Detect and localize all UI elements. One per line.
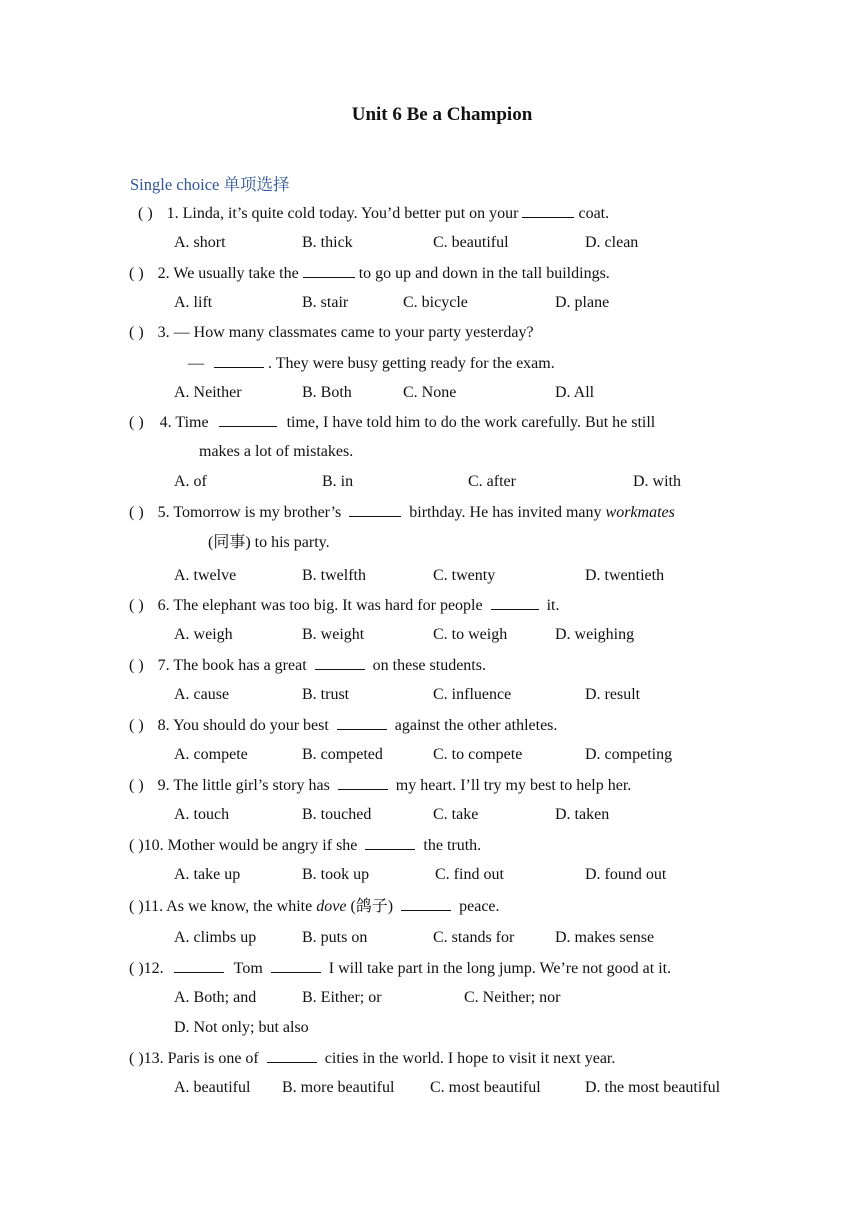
option-b[interactable]: B. in: [322, 473, 354, 490]
answer-paren[interactable]: ( ): [129, 504, 144, 521]
answer-paren[interactable]: ( ): [129, 265, 144, 282]
option-b[interactable]: B. thick: [302, 234, 353, 251]
answer-paren[interactable]: ( ): [129, 837, 144, 854]
question-11: ( )11. As we know, the white dove (鸽子) peace.: [129, 898, 500, 915]
option-b[interactable]: B. Either; or: [302, 989, 382, 1006]
option-c[interactable]: C. None: [403, 384, 457, 401]
answer-blank: [267, 1048, 317, 1063]
option-b[interactable]: B. took up: [302, 866, 370, 883]
option-b[interactable]: B. Both: [302, 384, 352, 401]
option-a[interactable]: A. climbs up: [174, 929, 257, 946]
option-b[interactable]: B. touched: [302, 806, 372, 823]
option-b[interactable]: B. more beautiful: [282, 1079, 395, 1096]
answer-blank: [365, 835, 415, 850]
option-b[interactable]: B. twelfth: [302, 567, 366, 584]
answer-paren[interactable]: ( ): [129, 657, 144, 674]
option-c[interactable]: C. after: [468, 473, 516, 490]
answer-blank: [401, 896, 451, 911]
question-4: ( ) 4. Time time, I have told him to do the work carefully. But he still: [129, 414, 656, 431]
question-5: ( ) 5. Tomorrow is my brother’s birthday. He has invited many workmates: [129, 504, 675, 521]
answer-blank: [219, 412, 277, 427]
option-c[interactable]: C. stands for: [433, 929, 515, 946]
answer-paren[interactable]: ( ): [129, 717, 144, 734]
question-8: ( ) 8. You should do your best against the other athletes.: [129, 717, 558, 734]
option-c[interactable]: C. find out: [435, 866, 504, 883]
answer-blank: [303, 263, 355, 278]
option-d[interactable]: D. plane: [555, 294, 610, 311]
option-d[interactable]: D. makes sense: [555, 929, 655, 946]
option-d[interactable]: D. All: [555, 384, 595, 401]
question-13: ( )13. Paris is one of cities in the world. I hope to visit it next year.: [129, 1050, 616, 1067]
answer-blank: [271, 958, 321, 973]
option-d[interactable]: D. Not only; but also: [174, 1019, 309, 1036]
option-c[interactable]: C. Neither; nor: [464, 989, 561, 1006]
answer-blank: [214, 353, 264, 368]
question-3-reply: — . They were busy getting ready for the exam.: [188, 355, 555, 372]
question-4-cont: makes a lot of mistakes.: [199, 443, 354, 460]
option-d[interactable]: D. found out: [585, 866, 667, 883]
option-a[interactable]: A. beautiful: [174, 1079, 251, 1096]
option-d[interactable]: D. with: [633, 473, 681, 490]
option-c[interactable]: C. take: [433, 806, 479, 823]
option-a[interactable]: A. touch: [174, 806, 230, 823]
option-a[interactable]: A. compete: [174, 746, 248, 763]
option-a[interactable]: A. lift: [174, 294, 213, 311]
option-b[interactable]: B. stair: [302, 294, 349, 311]
question-10: ( )10. Mother would be angry if she the truth.: [129, 837, 482, 854]
option-a[interactable]: A. take up: [174, 866, 241, 883]
answer-paren[interactable]: ( ): [129, 777, 144, 794]
option-a[interactable]: A. twelve: [174, 567, 237, 584]
option-c[interactable]: C. influence: [433, 686, 512, 703]
answer-blank: [349, 502, 401, 517]
option-d[interactable]: D. twentieth: [585, 567, 665, 584]
answer-blank: [338, 775, 388, 790]
option-d[interactable]: D. clean: [585, 234, 639, 251]
option-c[interactable]: C. bicycle: [403, 294, 468, 311]
option-a[interactable]: A. of: [174, 473, 207, 490]
option-a[interactable]: A. cause: [174, 686, 230, 703]
answer-blank: [337, 715, 387, 730]
option-c[interactable]: C. to weigh: [433, 626, 508, 643]
section-heading: Single choice 单项选择: [130, 175, 290, 194]
answer-blank: [522, 203, 574, 218]
answer-paren[interactable]: ( ): [129, 960, 144, 977]
option-a[interactable]: A. weigh: [174, 626, 233, 643]
answer-paren[interactable]: ( ): [129, 1050, 144, 1067]
option-b[interactable]: B. weight: [302, 626, 365, 643]
question-12: ( )12. Tom I will take part in the long jump. We’re not good at it.: [129, 960, 672, 977]
question-3: ( ) 3. — How many classmates came to your party yesterday?: [129, 324, 534, 341]
option-b[interactable]: B. competed: [302, 746, 383, 763]
option-b[interactable]: B. puts on: [302, 929, 368, 946]
question-6: ( ) 6. The elephant was too big. It was hard for people it.: [129, 597, 560, 614]
option-c[interactable]: C. most beautiful: [430, 1079, 541, 1096]
option-a[interactable]: A. Neither: [174, 384, 242, 401]
question-1: ( ) 1. Linda, it’s quite cold today. You’d better put on your coat.: [138, 205, 610, 222]
question-7: ( ) 7. The book has a great on these students.: [129, 657, 486, 674]
page-title: Unit 6 Be a Champion: [351, 104, 533, 125]
answer-paren[interactable]: ( ): [129, 597, 144, 614]
option-c[interactable]: C. beautiful: [433, 234, 509, 251]
option-d[interactable]: D. the most beautiful: [585, 1079, 721, 1096]
answer-blank: [174, 958, 224, 973]
option-c[interactable]: C. to compete: [433, 746, 523, 763]
answer-paren[interactable]: ( ): [129, 324, 144, 341]
answer-paren[interactable]: ( ): [129, 414, 144, 431]
answer-blank: [315, 655, 365, 670]
answer-paren[interactable]: ( ): [129, 898, 144, 915]
question-2: ( ) 2. We usually take the to go up and down in the tall buildings.: [129, 265, 610, 282]
option-b[interactable]: B. trust: [302, 686, 350, 703]
option-d[interactable]: D. taken: [555, 806, 610, 823]
option-d[interactable]: D. weighing: [555, 626, 635, 643]
option-d[interactable]: D. result: [585, 686, 641, 703]
option-a[interactable]: A. Both; and: [174, 989, 257, 1006]
answer-blank: [491, 595, 539, 610]
question-9: ( ) 9. The little girl’s story has my heart. I’ll try my best to help her.: [129, 777, 632, 794]
option-a[interactable]: A. short: [174, 234, 226, 251]
option-c[interactable]: C. twenty: [433, 567, 496, 584]
question-5-cont: (同事) to his party.: [208, 534, 330, 551]
answer-paren[interactable]: ( ): [138, 205, 153, 222]
option-d[interactable]: D. competing: [585, 746, 673, 763]
